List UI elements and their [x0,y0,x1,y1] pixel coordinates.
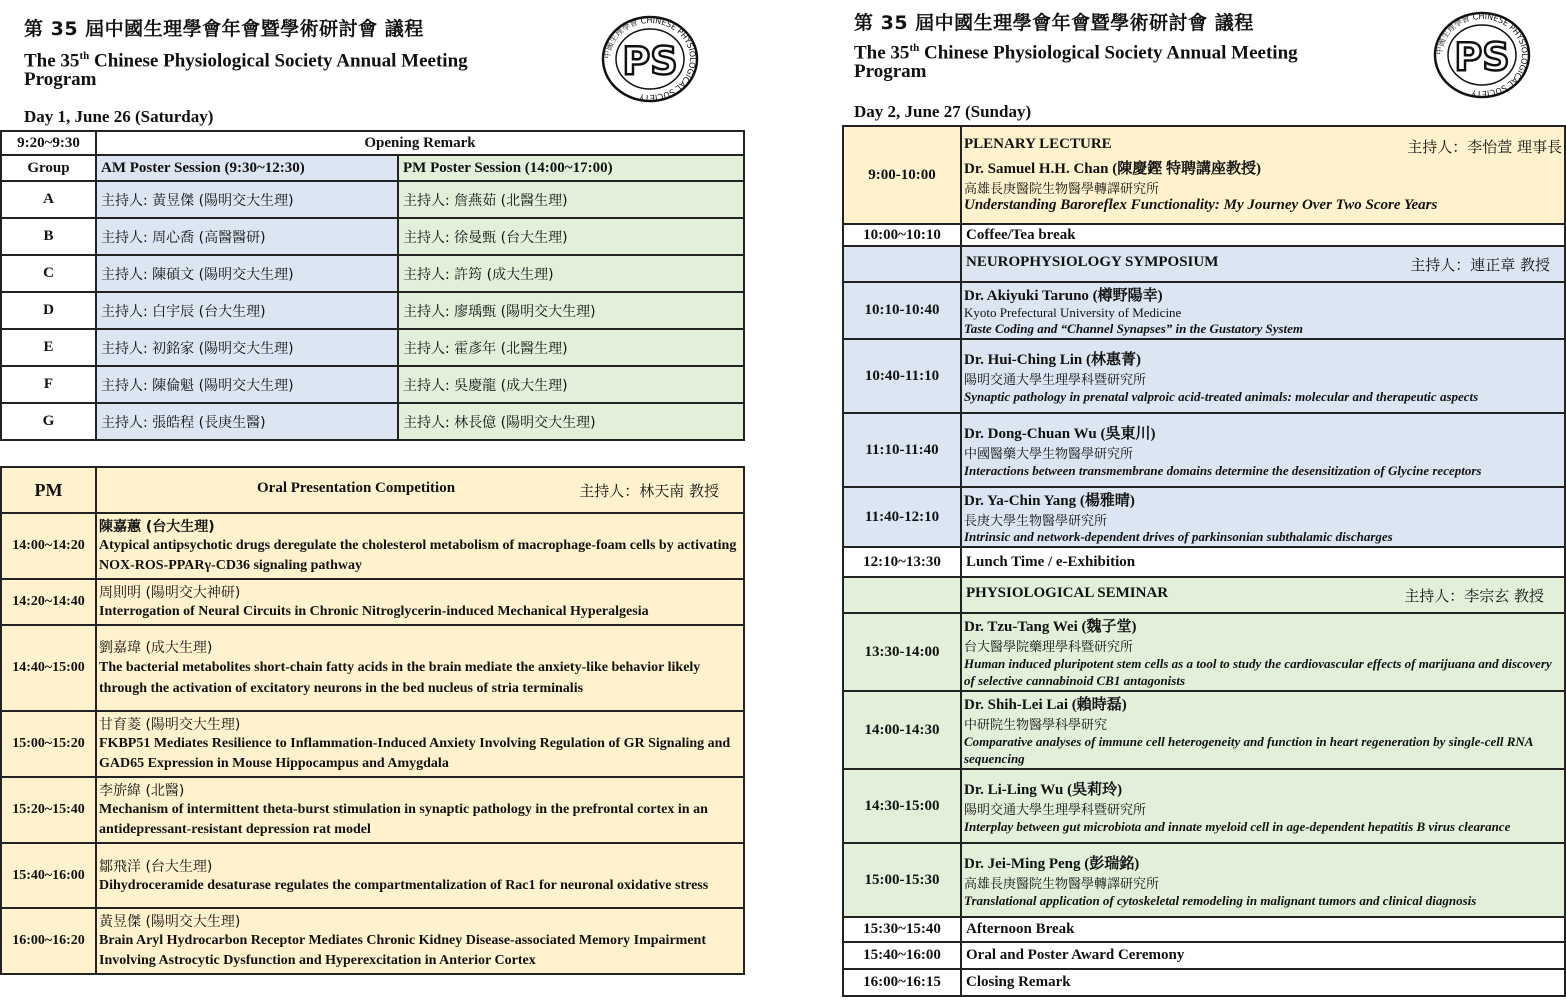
table-row: 13:30-14:00 Dr. Tzu-Tang Wei (魏子堂) 台大醫學院藥理學科暨研究所 Human induced pluripotent stem cells as a tool to study the cardiovascular effects of marijuana and discovery of selective cannabinoid CB1 antagonists [843,613,1565,691]
table-row: E 主持人: 初銘家 (陽明交大生理) 主持人: 霍彥年 (北醫生理) [1,329,744,366]
table-row: 11:40-12:10 Dr. Ya-Chin Yang (楊雅晴) 長庚大學生物醫學研究所 Intrinsic and network-dependent drives of parkinsonian subthalamic discharges [843,487,1565,547]
closing-remark-row: 16:00~16:15 Closing Remark [843,969,1565,996]
lunch-row: 12:10~13:30 Lunch Time / e-Exhibition [843,547,1565,577]
program-title-en-line2: Program [24,69,97,90]
program-title-zh-2: 第 35 屆中國生理學會年會暨學術研討會 議程 [854,12,1254,34]
day2-label: Day 2, June 27 (Sunday) [854,102,1032,121]
table-row: D 主持人: 白宇辰 (台大生理) 主持人: 廖瑀甄 (陽明交大生理) [1,292,744,329]
table-row: 14:00~14:20 陳嘉蕙 (台大生理) Atypical antipsychotic drugs deregulate the cholesterol metabolism of macrophage-foam cells by activating NOX-ROS-PPARγ-CD36 signaling pathway [1,513,744,579]
opening-remark: Opening Remark [96,131,744,155]
oral-title: Oral Presentation Competition 主持人：林天南 教授 [96,467,744,513]
poster-session-table [0,130,745,441]
neuro-host: 主持人：連正章 教授 [1410,255,1550,274]
table-row: F 主持人: 陳倫魁 (陽明交大生理) 主持人: 吳慶龍 (成大生理) [1,366,744,403]
pm-label: PM [1,467,96,513]
svg-text:PS: PS [1454,35,1510,79]
plenary-row: 9:00-10:00 PLENARY LECTURE 主持人：李怡萱 理事長 Dr. Samuel H.H. Chan (陳慶鏗 特聘講座教授) 高雄長庚醫院生物醫學轉譯研究所 Understanding Baroreflex Functionality: My Journey Over Two Score Years [843,126,1565,224]
society-logo [600,14,700,104]
award-ceremony-row: 15:40~16:00 Oral and Poster Award Ceremony [843,942,1565,969]
group-header: Group [1,155,96,181]
neuro-header-row: NEUROPHYSIOLOGY SYMPOSIUM 主持人：連正章 教授 [843,246,1565,282]
table-row: 14:20~14:40 周則明 (陽明交大神研) Interrogation of Neural Circuits in Chronic Nitroglycerin-induced Mechanical Hyperalgesia [1,579,744,625]
table-row: 14:30-15:00 Dr. Li-Ling Wu (吳莉玲) 陽明交通大學生理學科暨研究所 Interplay between gut microbiota and innate myeloid cell in age-dependent hepatitis B virus clearance [843,769,1565,843]
seminar-header-row: PHYSIOLOGICAL SEMINAR 主持人：李宗玄 教授 [843,577,1565,613]
plenary-host: 主持人：李怡萱 理事長 [1407,138,1562,156]
table-row: 10:10-10:40 Dr. Akiyuki Taruno (樽野陽幸) Kyoto Prefectural University of Medicine Taste Coding and “Channel Synapses” in the Gustatory System [843,282,1565,339]
table-row: 15:00~15:20 甘育菱 (陽明交大生理) FKBP51 Mediates Resilience to Inflammation-Induced Anxiety Involving Regulation of GR Signaling and GAD65 Expression in Mouse Hippocampus and Amygdala [1,711,744,777]
afternoon-break-row: 15:30~15:40 Afternoon Break [843,917,1565,942]
oral-host: 主持人：林天南 教授 [579,481,719,500]
seminar-host: 主持人：李宗玄 教授 [1404,586,1544,605]
svg-text:中國生理學會 CHINESE PHYSIOLOGICAL S: 中國生理學會 CHINESE PHYSIOLOGICAL SOCIETY [602,15,698,103]
pm-poster-header: PM Poster Session (14:00~17:00) [398,155,744,181]
table-row: 16:00~16:20 黃昱傑 (陽明交大生理) Brain Aryl Hydrocarbon Receptor Mediates Chronic Kidney Disease-associated Memory Impairment Involving Astrocytic Dysfunction and Hyperexcitation in Anterior Cortex [1,908,744,974]
opening-time: 9:20~9:30 [1,131,96,155]
program-title-zh: 第 35 屆中國生理學會年會暨學術研討會 議程 [24,18,424,40]
coffee-row: 10:00~10:10 Coffee/Tea break [843,224,1565,246]
program-title-en-2: The 35th Chinese Physiological Society Annual Meeting [854,42,1298,64]
svg-text:PS: PS [622,39,678,83]
table-row: 15:00-15:30 Dr. Jei-Ming Peng (彭瑞銘) 高雄長庚醫院生物醫學轉譯研究所 Translational application of cytoskeletal remodeling in malignant tumors and clinical diagnosis [843,843,1565,917]
am-poster-header: AM Poster Session (9:30~12:30) [96,155,398,181]
table-row: 10:40-11:10 Dr. Hui-Ching Lin (林惠菁) 陽明交通大學生理學科暨研究所 Synaptic pathology in prenatal valproic acid-treated animals: molecular and therapeutic aspects [843,339,1565,413]
svg-text:中國生理學會 CHINESE PHYSIOLOGICAL S: 中國生理學會 CHINESE PHYSIOLOGICAL SOCIETY [1434,11,1530,99]
day1-label: Day 1, June 26 (Saturday) [24,107,214,126]
table-row: G 主持人: 張皓程 (長庚生醫) 主持人: 林長億 (陽明交大生理) [1,403,744,440]
program-title-en-line2-2: Program [854,61,927,82]
program-title-en: The 35th Chinese Physiological Society Annual Meeting [24,50,468,72]
oral-competition-table [0,466,745,975]
table-row: 15:20~15:40 李旂緯 (北醫) Mechanism of intermittent theta-burst stimulation in synaptic pathology in the prefrontal cortex in an antidepressant-resistant depression rat model [1,777,744,843]
day2-schedule-table [842,125,1566,997]
table-row: 11:10-11:40 Dr. Dong-Chuan Wu (吳東川) 中國醫藥大學生物醫學研究所 Interactions between transmembrane domains determine the desensitization of Glycine receptors [843,413,1565,487]
society-logo-2 [1432,10,1532,100]
table-row: 14:00-14:30 Dr. Shih-Lei Lai (賴時磊) 中研院生物醫學科學研究 Comparative analyses of immune cell heterogeneity and function in heart regeneration by single-cell RNA sequencing [843,691,1565,769]
table-row: C 主持人: 陳碩文 (陽明交大生理) 主持人: 許筠 (成大生理) [1,255,744,292]
table-row: A 主持人: 黃昱傑 (陽明交大生理) 主持人: 詹燕茹 (北醫生理) [1,181,744,218]
table-row: B 主持人: 周心喬 (高醫醫研) 主持人: 徐曼甄 (台大生理) [1,218,744,255]
table-row: 14:40~15:00 劉嘉瑋 (成大生理) The bacterial metabolites short-chain fatty acids in the brain mediate the anxiety-like behavior likely through the activation of excitatory neurons in the bed nucleus of stria terminalis [1,625,744,711]
table-row: 15:40~16:00 鄒飛洋 (台大生理) Dihydroceramide desaturase regulates the compartmentalization of Rac1 for neuronal oxidative stress [1,843,744,908]
